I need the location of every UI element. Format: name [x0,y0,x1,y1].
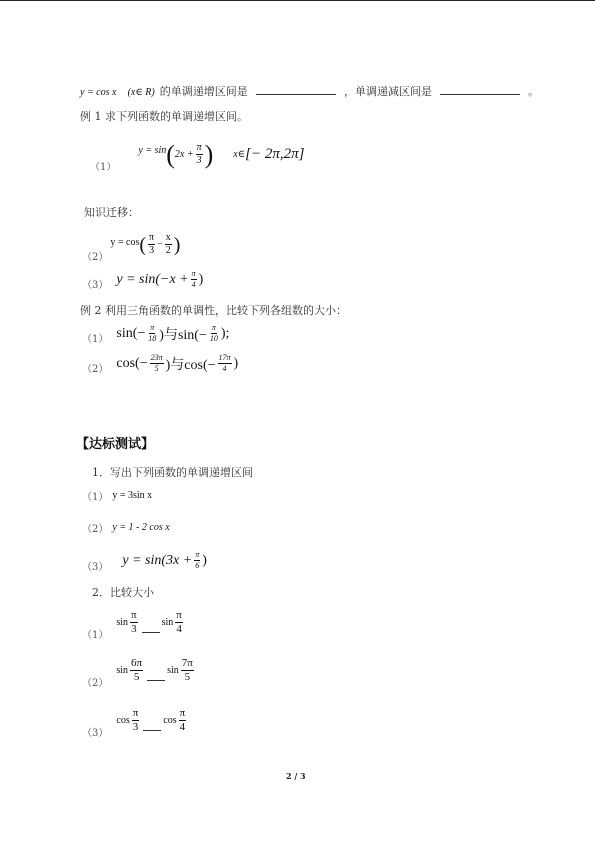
trig-func: sin [116,665,129,676]
fraction-denominator: 3 [196,155,202,166]
fraction-numerator: π [195,550,200,559]
fraction-numerator: 23π [150,353,163,362]
fraction-denominator: 4 [222,364,227,373]
item-index: （2） [82,524,109,535]
fraction-a [150,354,164,373]
intro-blank-decrease[interactable] [440,84,520,95]
fraction-denominator: 6 [195,561,200,570]
item3-fraction [191,270,197,289]
compare-blank[interactable] [142,624,160,633]
example1-item1 [90,136,304,173]
expr-part: y = sin(3x + [122,552,193,568]
fraction-numerator: π [191,269,196,278]
item-index: （2） [82,364,109,375]
fraction-numerator: π [196,142,202,153]
item3-expr: y = sin(−x + [116,271,189,287]
fraction-denominator: 10 [209,334,218,343]
page-top-border [0,0,595,1]
expr-part: )与sin(− [159,327,207,343]
fraction-b [218,354,232,373]
right-paren: ) [173,233,181,256]
intro-end: 。 [528,85,540,98]
section-heading: 【达标测试】 [76,437,155,452]
intro-text-decrease: ，单调递减区间是 [343,85,432,98]
fraction-denominator: 4 [191,280,196,289]
fraction-numerator: 7π [181,657,193,669]
fraction-a [130,610,138,635]
fraction-numerator: π [131,609,137,621]
item-index: （3） [82,728,109,739]
item1-fraction [196,143,203,166]
example1-title: 例 1 求下列函数的单调递增区间。 [80,110,248,123]
expr-part: cos(− [116,355,148,371]
item-index: （1） [90,162,117,173]
test-q1-item3 [82,548,207,573]
test-q2-item3 [82,702,188,739]
transfer-item2 [82,226,180,263]
left-paren: ( [139,233,147,256]
item-index: （1） [82,630,109,641]
fraction-b [179,708,187,733]
fraction-numerator: π [179,707,186,719]
item1-lhs: y = sin [138,145,167,156]
left-paren: ( [166,139,175,169]
fraction-b [181,658,194,683]
item-index: （2） [82,678,109,689]
item1-inner: 2x + [174,149,194,160]
item-index: （3） [82,280,109,291]
fraction-denominator: 3 [131,623,137,635]
fraction-denominator: 5 [133,671,140,683]
page-number: 2 / 3 [286,771,306,781]
item-index: （2） [82,252,109,263]
fraction-numerator: 6π [131,657,143,669]
fraction-numerator: x [165,232,171,243]
compare-blank[interactable] [143,722,161,731]
expr-part: ); [220,325,230,341]
fraction-numerator: π [149,232,155,243]
fraction-numerator: π [132,707,139,719]
fraction-denominator: 2 [165,245,171,256]
fraction-denominator: 5 [154,364,159,373]
fraction [194,551,200,570]
fraction-numerator: π [211,323,216,332]
intro-text-increase: 的单调递增区间是 [159,85,248,98]
test-q2-item1 [82,604,185,641]
item-index: （1） [82,334,109,345]
item2-fraction-a [148,233,155,256]
test-q2-title: 2．比较大小 [92,586,154,599]
fraction-denominator: 4 [176,623,182,635]
item-index: （1） [82,492,109,503]
item1-domain-label: x∈ [233,149,246,160]
q1-expr: y = 1 - 2 cos x [112,522,170,533]
right-paren: ) [204,139,214,169]
fraction-numerator: π [150,323,155,332]
trig-func: cos [116,715,130,726]
fraction-denominator: 5 [184,671,191,683]
fraction-b [209,324,219,343]
fraction-numerator: π [176,609,182,621]
minus-sign: − [157,239,163,250]
intro-line [80,80,539,99]
test-q2-item2 [82,652,196,689]
item3-close: ) [198,271,204,287]
example2-title: 例 2 利用三角函数的单调性，比较下列各组数的大小： [80,304,347,317]
item-index: （3） [82,562,109,573]
expr-part: ) [233,355,239,371]
trig-func: sin [116,617,129,628]
intro-blank-increase[interactable] [256,84,336,95]
example2-item1 [82,322,229,345]
intro-function: y = cos x [80,87,117,98]
trig-func: sin [167,665,179,676]
compare-blank[interactable] [147,672,165,681]
test-q1-item2 [82,520,170,535]
example2-item2 [82,352,238,375]
item2-fraction-b [165,233,172,256]
fraction-denominator: 18 [148,334,157,343]
fraction-denominator: 3 [149,245,155,256]
fraction-a [147,324,157,343]
transfer-title: 知识迁移： [84,206,139,219]
fraction-a [132,708,140,733]
item1-domain-range: [− 2π,2π] [245,146,305,162]
test-q1-item1 [82,488,152,503]
transfer-item3 [82,268,203,291]
q1-expr: y = 3sin x [112,490,153,501]
fraction-b [175,610,183,635]
intro-domain: (x∈ R) [127,87,155,98]
fraction-a [130,658,143,683]
expr-part: )与cos(− [165,357,216,373]
test-q1-title: 1．写出下列函数的单调递增区间 [92,466,253,479]
trig-func: sin [161,617,174,628]
expr-part: sin(− [116,325,146,341]
trig-func: cos [163,715,177,726]
item2-lhs: y = cos [110,237,140,248]
fraction-denominator: 3 [132,721,139,733]
fraction-numerator: 17π [218,353,231,362]
fraction-denominator: 4 [179,721,186,733]
expr-part: ) [202,552,207,568]
